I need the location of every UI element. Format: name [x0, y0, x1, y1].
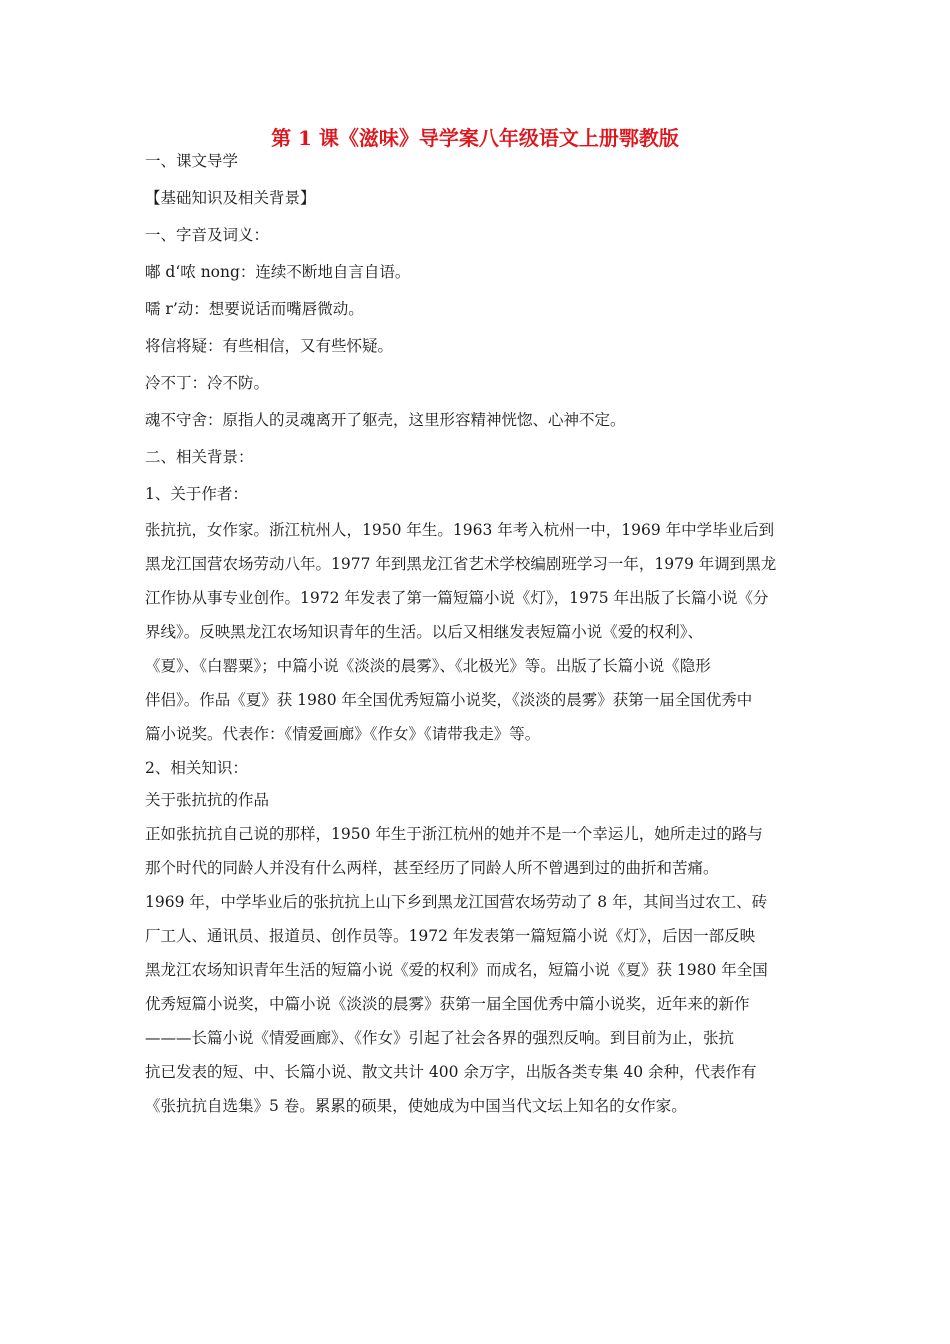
paragraph-line: 抗已发表的短、中、长篇小说、散文共计 400 余万字，出版各类专集 40 余种，代表作有 — [145, 1063, 757, 1081]
paragraph-line: 黑龙江农场知识青年生活的短篇小说《爱的权利》而成名，短篇小说《夏》获 1980 年全国 — [145, 961, 768, 979]
vocab-item: 嘟 d‘哝 nong：连续不断地自言自语。 — [145, 263, 411, 281]
paragraph-line: 厂工人、通讯员、报道员、创作员等。1972 年发表第一篇短篇小说《灯》，后因一部反映 — [145, 927, 756, 945]
vocab-item: 魂不守舍：原指人的灵魂离开了躯壳，这里形容精神恍惚、心神不定。 — [145, 411, 626, 429]
author-paragraph — [145, 513, 810, 751]
paragraph-line: 正如张抗抗自己说的那样，1950 年生于浙江杭州的她并不是一个幸运儿，她所走过的路与 — [145, 825, 763, 843]
document-body — [145, 150, 810, 1123]
paragraph-line: 优秀短篇小说奖，中篇小说《淡淡的晨雾》获第一届全国优秀中篇小说奖，近年来的新作 — [145, 995, 750, 1013]
basics-heading: 【基础知识及相关背景】 — [145, 189, 316, 207]
works-heading: 关于张抗抗的作品 — [145, 791, 270, 809]
paragraph-line: 伴侣》。作品《夏》获 1980 年全国优秀短篇小说奖，《淡淡的晨雾》获第一届全国优秀中 — [145, 691, 753, 709]
vocab-item: 冷不丁：冷不防。 — [145, 374, 270, 392]
background-heading: 二、相关背景： — [145, 448, 254, 466]
paragraph-line: 《张抗抗自选集》5 卷。累累的硕果，使她成为中国当代文坛上知名的女作家。 — [145, 1097, 687, 1115]
paragraph-line: 张抗抗，女作家。浙江杭州人，1950 年生。1963 年考入杭州一中，1969 年中学毕业后到 — [145, 521, 775, 539]
works-paragraph-2 — [145, 885, 810, 1123]
paragraph-line: 江作协从事专业创作。1972 年发表了第一篇短篇小说《灯》，1975 年出版了长篇小说《分 — [145, 589, 769, 607]
vocab-item: 嚅 r’动：想要说话而嘴唇微动。 — [145, 300, 364, 318]
paragraph-line: 《夏》、《白罂粟》；中篇小说《淡淡的晨雾》、《北极光》等。出版了长篇小说《隐形 — [145, 657, 711, 675]
vocab-item: 将信将疑：有些相信，又有些怀疑。 — [145, 337, 394, 355]
author-heading: 1、关于作者： — [145, 485, 248, 503]
paragraph-line: 黑龙江国营农场劳动八年。1977 年到黑龙江省艺术学校编剧班学习一年，1979 年调到黑龙 — [145, 555, 777, 573]
paragraph-line: 1969 年，中学毕业后的张抗抗上山下乡到黑龙江国营农场劳动了 8 年，其间当过农工、砖 — [145, 893, 768, 911]
page-title: 第 1 课《滋味》导学案八年级语文上册鄂教版 — [271, 126, 679, 150]
paragraph-line: 那个时代的同龄人并没有什么两样，甚至经历了同龄人所不曾遇到过的曲折和苦痛。 — [145, 859, 719, 877]
paragraph-line: 界线》。反映黑龙江农场知识青年的生活。以后又相继发表短篇小说《爱的权利》、 — [145, 623, 704, 641]
vocab-heading: 一、字音及词义： — [145, 226, 270, 244]
knowledge-heading: 2、相关知识： — [145, 759, 248, 777]
section1-heading: 一、课文导学 — [145, 152, 239, 170]
works-paragraph-1 — [145, 817, 810, 885]
paragraph-line: ———长篇小说《情爱画廊》、《作女》引起了社会各界的强烈反响。到目前为止，张抗 — [145, 1029, 735, 1047]
paragraph-line: 篇小说奖。代表作：《情爱画廊》《作女》《请带我走》等。 — [145, 725, 541, 743]
